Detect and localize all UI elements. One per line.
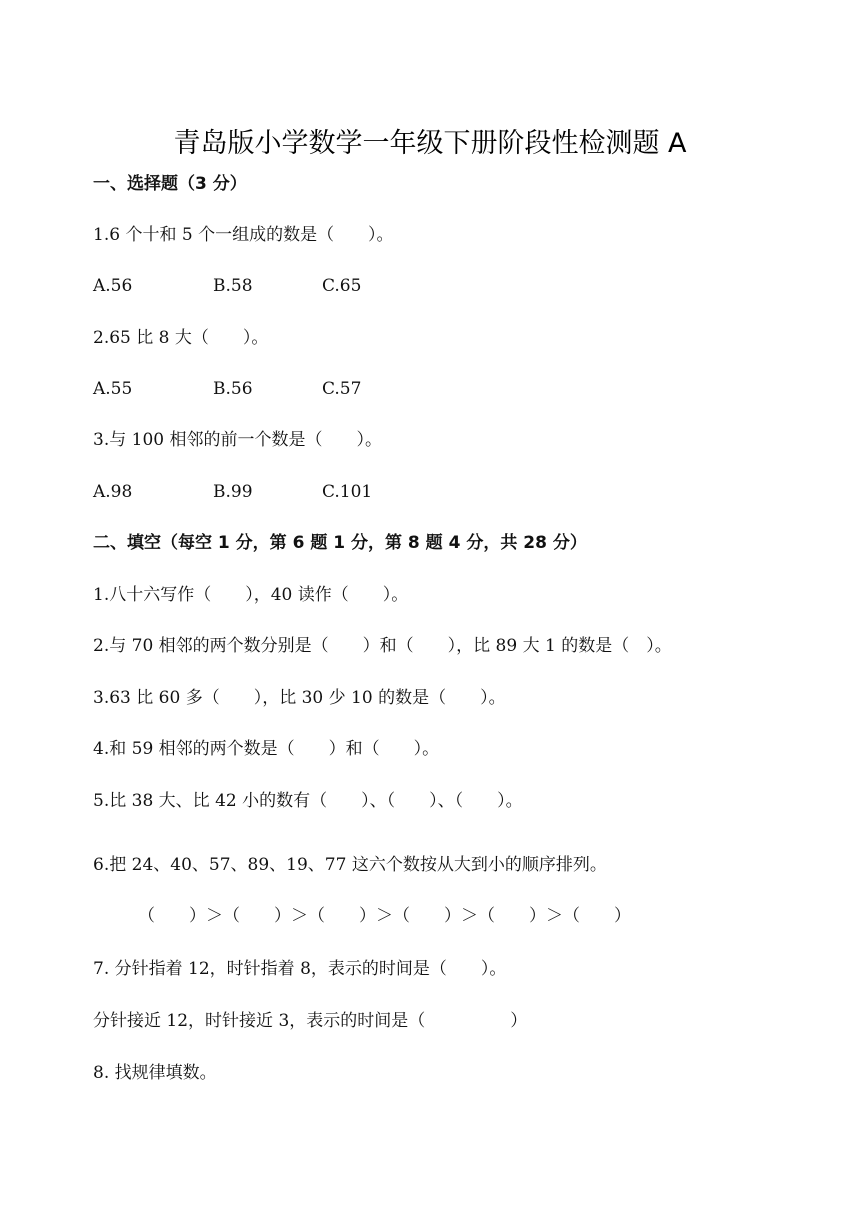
section-heading-choice: 一、选择题（3 分）	[93, 174, 247, 194]
section-heading-fill-blank: 二、填空（每空 1 分，第 6 题 1 分，第 8 题 4 分，共 28 分）	[93, 533, 587, 553]
page-title: 青岛版小学数学一年级下册阶段性检测题 A	[173, 128, 687, 159]
question-1-3: 3.与 100 相邻的前一个数是（ ）。	[93, 430, 382, 450]
option-a: A.56	[93, 276, 133, 296]
option-c: C.65	[322, 276, 362, 296]
question-2-8: 8. 找规律填数。	[93, 1063, 217, 1083]
option-b: B.56	[213, 379, 253, 399]
question-2-6: 6.把 24、40、57、89、19、77 这六个数按从大到小的顺序排列。	[93, 855, 607, 875]
option-c: C.101	[322, 482, 373, 502]
question-2-4: 4.和 59 相邻的两个数是（ ）和（ ）。	[93, 739, 440, 759]
option-b: B.58	[213, 276, 253, 296]
question-2-7-part-2: 分针接近 12，时针接近 3，表示的时间是（ ）	[93, 1011, 528, 1031]
question-2-1: 1.八十六写作（ ），40 读作（ ）。	[93, 585, 409, 605]
question-1-2: 2.65 比 8 大（ ）。	[93, 328, 269, 348]
option-a: A.55	[93, 379, 133, 399]
option-c: C.57	[322, 379, 362, 399]
question-2-2: 2.与 70 相邻的两个数分别是（ ）和（ ），比 89 大 1 的数是（ ）。	[93, 636, 672, 656]
option-a: A.98	[93, 482, 133, 502]
question-2-7: 7. 分针指着 12，时针指着 8，表示的时间是（ ）。	[93, 959, 507, 979]
question-2-5: 5.比 38 大、比 42 小的数有（ ）、（ ）、（ ）。	[93, 791, 523, 811]
question-2-6-ordering-blanks: （ ）＞（ ）＞（ ）＞（ ）＞（ ）＞（ ）	[138, 906, 631, 926]
question-2-3: 3.63 比 60 多（ ），比 30 少 10 的数是（ ）。	[93, 688, 506, 708]
option-b: B.99	[213, 482, 253, 502]
question-1-1: 1.6 个十和 5 个一组成的数是（ ）。	[93, 225, 394, 245]
